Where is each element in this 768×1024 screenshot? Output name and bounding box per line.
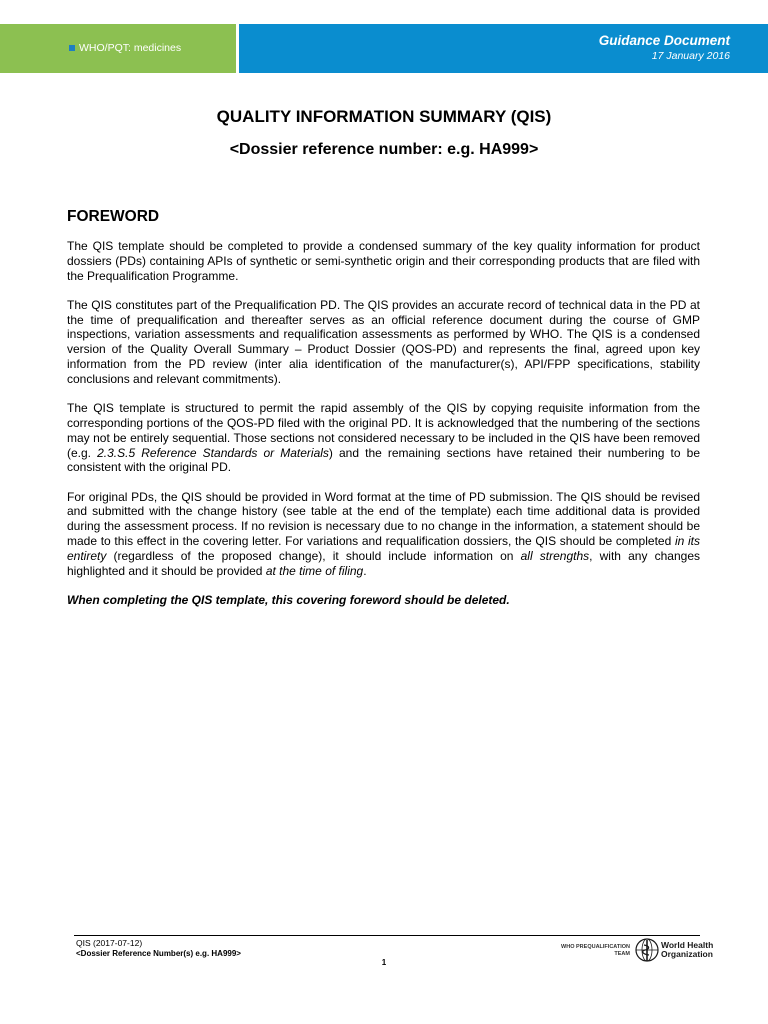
program-label: WHO/PQT: medicines: [79, 42, 182, 54]
pq-team-label: [560, 944, 630, 958]
page-subtitle: <Dossier reference number: e.g. HA999>: [229, 141, 539, 158]
pq-team-line: TEAM: [614, 951, 630, 957]
program-tag: [69, 42, 181, 54]
who-emblem-icon: [634, 937, 660, 963]
pq-team-line: WHO PREQUALIFICATION: [561, 944, 630, 950]
closing-note: When completing the QIS template, this covering foreword should be deleted.: [67, 592, 510, 607]
text-run: (regardless of the proposed change), it should include information on: [106, 548, 521, 563]
paragraph: [67, 490, 700, 579]
footer-version: QIS (2017-07-12): [76, 938, 143, 948]
paragraph: The QIS constitutes part of the Prequalification PD. The QIS provides an accurate record of technical data in the PD at the time of prequalification and thereafter serves as an official reference document during the course of GMP inspections, variation assessments and requalification assessments as performed by WHO. The QIS is a condensed version of the Quality Overall Summary – Product Dossier (QOS-PD) and represents the final, agreed upon key information from the PD review (inter alia identification of the manufacturer(s), API/FPP specifications, stability conclusions and relevant commitments).: [67, 297, 700, 386]
text-run-italic: all strengths: [520, 548, 590, 563]
footer-divider: [74, 935, 700, 936]
org-name-line: Organization: [661, 949, 713, 959]
text-run-italic: in its entirety: [67, 534, 700, 563]
foreword-body: [67, 239, 700, 622]
text-run: .: [363, 563, 367, 578]
foreword-heading: FOREWORD: [67, 208, 160, 225]
footer-reference: <Dossier Reference Number(s) e.g. HA999>: [76, 948, 241, 958]
text-run: , with any changes highlighted and it should be provided: [67, 548, 700, 578]
page-number: 1: [381, 958, 387, 967]
doc-date: 17 January 2016: [651, 50, 730, 62]
text-run: ) and the remaining sections have retained their numbering to be consistent with the original PD.: [67, 445, 701, 475]
doc-type: Guidance Document: [598, 33, 730, 48]
text-run: The QIS template is structured to permit the rapid assembly of the QIS by copying requisite information from the corresponding portions of the QOS-PD filed with the original PD. It is acknowledged that the numbering of the sections may not be entirely sequential. Those sections not considered necessary to be included in the QIS have been removed (e.g.: [67, 401, 700, 460]
footer-info: [76, 938, 241, 959]
text-run: For original PDs, the QIS should be provided in Word format at the time of PD submission. The QIS should be revised and submitted with the change history (see table at the end of the template) each time additional data is provided during the assessment process. If no revision is necessary due to no change in the information, a statement should be made to this effect in the covering letter. For variations and requalification dossiers, the QIS should be completed: [67, 489, 700, 549]
bullet-square-icon: [69, 45, 75, 51]
paragraph: [67, 401, 700, 475]
page-title: QUALITY INFORMATION SUMMARY (QIS): [216, 107, 552, 126]
text-run-italic: 2.3.S.5 Reference Standards or Materials: [97, 445, 329, 460]
who-name: [661, 941, 713, 959]
text-run-italic: at the time of filing: [265, 563, 364, 578]
org-name-line: World Health: [661, 940, 714, 950]
paragraph: The QIS template should be completed to provide a condensed summary of the key quality information for product dossiers (PDs) containing APIs of synthetic or semi-synthetic origin and their corresponding products that are filed with the Prequalification Programme.: [67, 239, 700, 283]
